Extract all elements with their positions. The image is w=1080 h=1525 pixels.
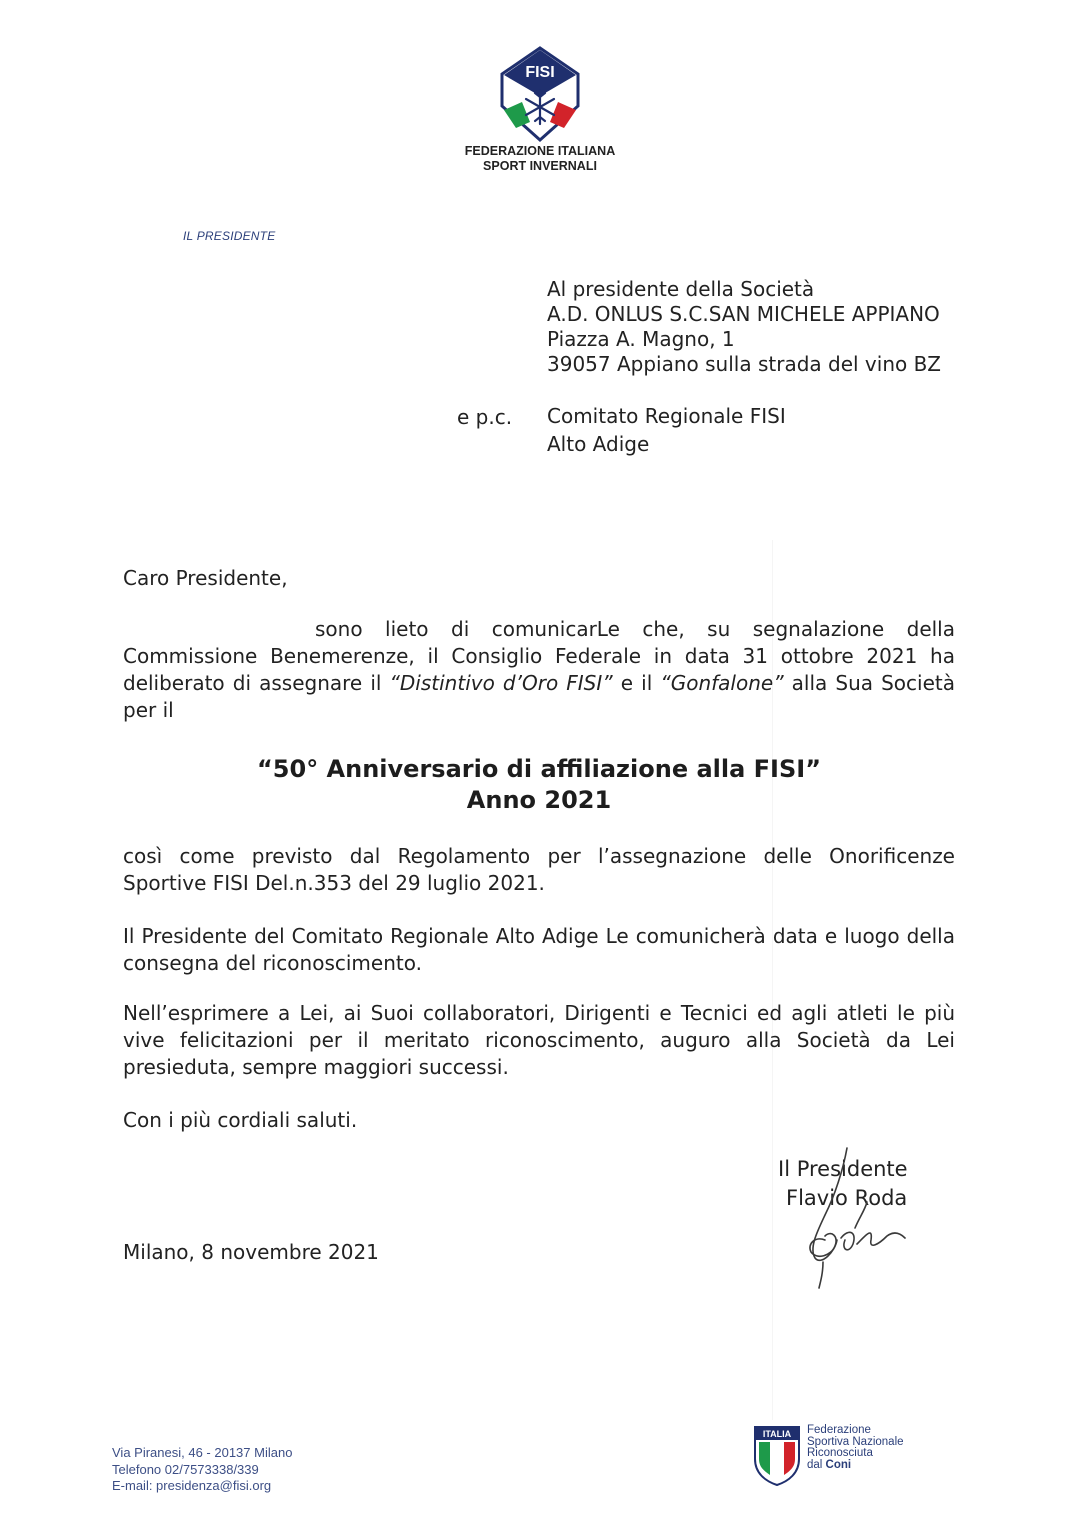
coni-line4: [807, 1460, 904, 1472]
fisi-logo-icon: [490, 44, 590, 144]
award-gonfalone: “Gonfalone”: [660, 671, 784, 695]
cc-label: e p.c.: [457, 405, 513, 429]
paragraph-ceremony: Il Presidente del Comitato Regionale Alto Adige Le comunicherà data e luogo della consegna del riconoscimento.: [123, 924, 955, 975]
signer-title: Il Presidente: [778, 1157, 908, 1181]
handwritten-signature: [795, 1140, 915, 1290]
paragraph-regulation: così come previsto dal Regolamento per l’assegnazione delle Onorificenze Sportive FISI Del.n.353 del 29 luglio 2021.: [123, 844, 955, 895]
salutation: Caro Presidente,: [123, 566, 288, 590]
cc-line2: Alto Adige: [547, 432, 650, 456]
coni-line3: Riconosciuta: [807, 1447, 873, 1459]
place-date: Milano, 8 novembre 2021: [123, 1240, 379, 1264]
paragraph-congratulations: Nell’esprimere a Lei, ai Suoi collaboratori, Dirigenti e Tecnici ed agli atleti le più vive felicitazioni per il meritato riconoscimento, auguro alla Società da Lei presieduta, sempre maggiori successi.: [123, 1001, 955, 1079]
headline-line1: “50° Anniversario di affiliazione alla FISI”: [257, 755, 821, 783]
coni-shield-label: ITALIA: [762, 1429, 792, 1439]
sender-role: IL PRESIDENTE: [183, 229, 276, 243]
para1-text-b: e il: [612, 671, 661, 695]
para1-text-a: sono lieto di comunicarLe che, su segnalazione della Commissione Benemerenze, il Consiglio Federale in data 31 ottobre 2021 ha deliberato di assegnare il: [123, 617, 955, 695]
signer-name: Flavio Roda: [786, 1186, 908, 1210]
org-name-line2: SPORT INVERNALI: [483, 159, 597, 173]
recipient-line4: 39057 Appiano sulla strada del vino BZ: [547, 352, 942, 376]
para1-text-c: alla Sua Società per il: [123, 671, 955, 722]
coni-line4-prefix: dal: [807, 1458, 826, 1471]
coni-shield-icon: [753, 1425, 801, 1487]
footer-email: E-mail: presidenza@fisi.org: [112, 1478, 272, 1493]
footer-address: Via Piranesi, 46 - 20137 Milano: [112, 1445, 293, 1460]
recipient-line1: Al presidente della Società: [547, 277, 815, 301]
org-name: [430, 144, 650, 174]
cc-line1: Comitato Regionale FISI: [547, 404, 786, 428]
recipient-address: [547, 277, 941, 377]
coni-line2: Sportiva Nazionale: [807, 1435, 904, 1448]
coni-recognition: [807, 1425, 904, 1471]
recipient-line3: Piazza A. Magno, 1: [547, 327, 735, 351]
headline-line2: Anno 2021: [466, 786, 612, 814]
recipient-line2: A.D. ONLUS S.C.SAN MICHELE APPIANO: [547, 302, 940, 326]
logo-text: FISI: [525, 64, 555, 81]
cc-address: [547, 402, 786, 458]
closing-greeting: Con i più cordiali saluti.: [123, 1108, 358, 1132]
footer-contacts: [112, 1445, 292, 1495]
paragraph-announcement: [123, 616, 955, 724]
org-name-line1: FEDERAZIONE ITALIANA: [464, 144, 616, 158]
award-distintivo: “Distintivo d’Oro FISI”: [389, 671, 613, 695]
anniversary-headline: [123, 754, 955, 816]
footer-phone: Telefono 02/7573338/339: [112, 1461, 259, 1477]
coni-line4-bold: Coni: [825, 1458, 852, 1471]
coni-line1: Federazione: [807, 1424, 871, 1436]
